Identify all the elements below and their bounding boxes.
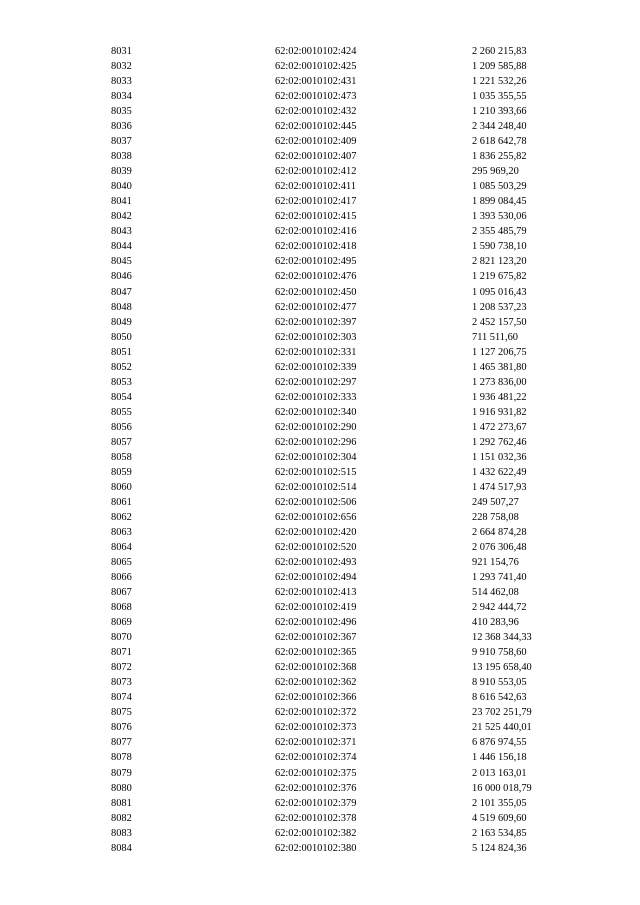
- cadastral-number: 62:02:0010102:420: [275, 527, 357, 538]
- cadastral-value: 1 151 032,36: [472, 451, 527, 463]
- cadastral-value: 1 221 532,26: [472, 76, 527, 88]
- cadastral-number: 62:02:0010102:409: [275, 136, 357, 148]
- cadastral-number: 62:02:0010102:376: [275, 782, 357, 794]
- cadastral-value: 1 916 931,82: [472, 406, 527, 418]
- row-number: 8056: [111, 421, 132, 433]
- row-number: 8068: [111, 602, 132, 614]
- cadastral-value: 2 013 163,01: [472, 767, 527, 779]
- cadastral-number: 62:02:0010102:477: [275, 301, 357, 313]
- cadastral-value: 2 101 355,05: [472, 797, 527, 809]
- cadastral-number: 62:02:0010102:397: [275, 316, 357, 328]
- row-number: 8048: [111, 301, 132, 313]
- cadastral-value: 5 124 824,36: [472, 842, 527, 854]
- table-row: [0, 435, 640, 450]
- row-number: 8037: [111, 136, 132, 148]
- cadastral-value: 1 210 393,66: [472, 106, 527, 118]
- row-number: 8063: [111, 527, 132, 538]
- table-row: [0, 149, 640, 164]
- cadastral-value: 249 507,27: [472, 496, 519, 508]
- table-row: [0, 720, 640, 735]
- cadastral-value: 8 616 542,63: [472, 692, 527, 704]
- table-row: [0, 796, 640, 811]
- row-number: 8051: [111, 346, 132, 358]
- row-number: 8082: [111, 812, 132, 824]
- cadastral-value: 295 969,20: [472, 166, 519, 178]
- row-number: 8049: [111, 316, 132, 328]
- table-row: [0, 315, 640, 330]
- cadastral-number: 62:02:0010102:411: [275, 181, 357, 193]
- cadastral-value: 1 472 273,67: [472, 421, 527, 433]
- row-number: 8076: [111, 722, 132, 734]
- cadastral-value: 2 618 642,78: [472, 136, 527, 148]
- cadastral-number: 62:02:0010102:419: [275, 602, 357, 614]
- cadastral-number: 62:02:0010102:297: [275, 376, 357, 388]
- table-row: [0, 300, 640, 315]
- cadastral-number: 62:02:0010102:368: [275, 662, 357, 674]
- row-number: 8055: [111, 406, 132, 418]
- cadastral-value: 1 393 530,06: [472, 211, 527, 223]
- table-row: [0, 224, 640, 239]
- cadastral-number: 62:02:0010102:418: [275, 241, 357, 253]
- table-row: [0, 570, 640, 585]
- table-row: [0, 510, 640, 525]
- cadastral-value: 410 283,96: [472, 617, 519, 629]
- cadastral-number: 62:02:0010102:407: [275, 151, 357, 163]
- table-row: [0, 826, 640, 841]
- table-row: [0, 104, 640, 119]
- cadastral-number: 62:02:0010102:303: [275, 331, 357, 343]
- cadastral-number: 62:02:0010102:493: [275, 557, 357, 569]
- table-row: [0, 269, 640, 284]
- cadastral-number: 62:02:0010102:450: [275, 286, 357, 298]
- row-number: 8065: [111, 557, 132, 569]
- table-row: [0, 375, 640, 390]
- cadastral-value: 1 035 355,55: [472, 91, 527, 103]
- row-number: 8041: [111, 196, 132, 208]
- row-number: 8066: [111, 572, 132, 584]
- cadastral-number: 62:02:0010102:431: [275, 76, 357, 88]
- cadastral-number: 62:02:0010102:290: [275, 421, 357, 433]
- table-row: [0, 600, 640, 615]
- row-number: 8073: [111, 677, 132, 689]
- cadastral-value: 1 209 585,88: [472, 61, 527, 73]
- cadastral-value: 1 446 156,18: [472, 752, 527, 764]
- table-row: [0, 74, 640, 89]
- cadastral-number: 62:02:0010102:340: [275, 406, 357, 418]
- cadastral-number: 62:02:0010102:296: [275, 436, 357, 448]
- cadastral-number: 62:02:0010102:412: [275, 166, 357, 178]
- cadastral-value: 1 085 503,29: [472, 181, 527, 193]
- cadastral-number: 62:02:0010102:494: [275, 572, 357, 584]
- row-number: 8044: [111, 241, 132, 253]
- cadastral-value: 13 195 658,40: [472, 662, 532, 674]
- cadastral-value: 1 936 481,22: [472, 391, 527, 403]
- cadastral-value: 2 355 485,79: [472, 226, 527, 238]
- cadastral-number: 62:02:0010102:366: [275, 692, 357, 704]
- row-number: 8045: [111, 256, 132, 268]
- row-number: 8052: [111, 361, 132, 373]
- table-row: [0, 495, 640, 510]
- cadastral-value: 1 293 741,40: [472, 572, 527, 584]
- table-row: [0, 285, 640, 300]
- table-row: [0, 585, 640, 600]
- cadastral-value: 23 702 251,79: [472, 707, 532, 719]
- row-number: 8084: [111, 842, 132, 854]
- cadastral-value: 228 758,08: [472, 511, 519, 523]
- cadastral-value: 2 452 157,50: [472, 316, 527, 328]
- cadastral-number: 62:02:0010102:333: [275, 391, 357, 403]
- table-row: [0, 239, 640, 254]
- table-row: [0, 660, 640, 675]
- row-number: 8075: [111, 707, 132, 719]
- row-number: 8070: [111, 632, 132, 644]
- table-row: [0, 179, 640, 194]
- table-row: [0, 119, 640, 134]
- table-row: [0, 781, 640, 796]
- row-number: 8067: [111, 587, 132, 599]
- row-number: 8058: [111, 451, 132, 463]
- cadastral-value: 2 344 248,40: [472, 121, 527, 133]
- cadastral-number: 62:02:0010102:362: [275, 677, 357, 689]
- row-number: 8072: [111, 662, 132, 674]
- cadastral-value: 6 876 974,55: [472, 737, 527, 749]
- row-number: 8057: [111, 436, 132, 448]
- row-number: 8074: [111, 692, 132, 704]
- cadastral-number: 62:02:0010102:382: [275, 827, 357, 839]
- cadastral-value: 2 076 306,48: [472, 542, 527, 554]
- cadastral-number: 62:02:0010102:656: [275, 511, 357, 523]
- row-number: 8036: [111, 121, 132, 133]
- row-number: 8034: [111, 91, 132, 103]
- cadastral-value: 514 462,08: [472, 587, 519, 599]
- cadastral-value: 12 368 344,33: [472, 632, 532, 644]
- table-row: [0, 630, 640, 645]
- cadastral-value: 711 511,60: [472, 331, 518, 343]
- row-number: 8078: [111, 752, 132, 764]
- row-number: 8053: [111, 376, 132, 388]
- cadastral-value: 1 465 381,80: [472, 361, 527, 373]
- row-number: 8032: [111, 61, 132, 73]
- cadastral-value: 21 525 440,01: [472, 722, 532, 734]
- row-number: 8038: [111, 151, 132, 163]
- row-number: 8077: [111, 737, 132, 749]
- row-number: 8081: [111, 797, 132, 809]
- cadastral-value: 4 519 609,60: [472, 812, 527, 824]
- table-row: [0, 254, 640, 269]
- table-row: [0, 465, 640, 480]
- cadastral-number: 62:02:0010102:515: [275, 466, 357, 478]
- table-row: [0, 390, 640, 405]
- table-row: [0, 811, 640, 826]
- row-number: 8064: [111, 542, 132, 554]
- cadastral-value: 1 836 255,82: [472, 151, 527, 163]
- cadastral-number: 62:02:0010102:380: [275, 842, 357, 854]
- table-row: [0, 841, 640, 856]
- row-number: 8043: [111, 226, 132, 238]
- cadastral-number: 62:02:0010102:417: [275, 196, 357, 208]
- table-row: [0, 330, 640, 345]
- table-row: [0, 540, 640, 555]
- table-row: [0, 360, 640, 375]
- cadastral-number: 62:02:0010102:432: [275, 106, 357, 118]
- row-number: 8083: [111, 827, 132, 839]
- cadastral-value: 2 821 123,20: [472, 256, 527, 268]
- cadastral-number: 62:02:0010102:375: [275, 767, 357, 779]
- cadastral-value: 1 590 738,10: [472, 241, 527, 253]
- table-row: [0, 345, 640, 360]
- cadastral-number: 62:02:0010102:424: [275, 46, 357, 57]
- row-number: 8033: [111, 76, 132, 88]
- cadastral-value: 2 163 534,85: [472, 827, 527, 839]
- table-row: [0, 164, 640, 179]
- table-row: [0, 735, 640, 750]
- cadastral-value: 1 095 016,43: [472, 286, 527, 298]
- row-number: 8046: [111, 271, 132, 283]
- row-number: 8031: [111, 46, 132, 57]
- row-number: 8069: [111, 617, 132, 629]
- cadastral-number: 62:02:0010102:372: [275, 707, 357, 719]
- table-row: [0, 134, 640, 149]
- cadastral-number: 62:02:0010102:425: [275, 61, 357, 73]
- cadastral-number: 62:02:0010102:331: [275, 346, 357, 358]
- table-row: [0, 89, 640, 104]
- cadastral-number: 62:02:0010102:476: [275, 271, 357, 283]
- cadastral-number: 62:02:0010102:373: [275, 722, 357, 734]
- cadastral-value: 2 942 444,72: [472, 602, 527, 614]
- cadastral-number: 62:02:0010102:365: [275, 647, 357, 659]
- cadastral-number: 62:02:0010102:415: [275, 211, 357, 223]
- cadastral-value: 1 127 206,75: [472, 346, 527, 358]
- row-number: 8080: [111, 782, 132, 794]
- table-row: [0, 705, 640, 720]
- row-number: 8050: [111, 331, 132, 343]
- cadastral-number: 62:02:0010102:506: [275, 496, 357, 508]
- row-number: 8059: [111, 466, 132, 478]
- row-number: 8061: [111, 496, 132, 508]
- cadastral-value-table: [0, 44, 640, 856]
- row-number: 8047: [111, 286, 132, 298]
- cadastral-number: 62:02:0010102:339: [275, 361, 357, 373]
- table-row: [0, 750, 640, 765]
- cadastral-value: 1 219 675,82: [472, 271, 527, 283]
- table-row: [0, 766, 640, 781]
- cadastral-number: 62:02:0010102:371: [275, 737, 357, 749]
- cadastral-value: 1 474 517,93: [472, 481, 527, 493]
- cadastral-value: 1 208 537,23: [472, 301, 527, 313]
- row-number: 8079: [111, 767, 132, 779]
- cadastral-number: 62:02:0010102:520: [275, 542, 357, 554]
- row-number: 8071: [111, 647, 132, 659]
- cadastral-value: 1 273 836,00: [472, 376, 527, 388]
- table-row: [0, 420, 640, 435]
- table-row: [0, 675, 640, 690]
- cadastral-number: 62:02:0010102:304: [275, 451, 357, 463]
- cadastral-number: 62:02:0010102:445: [275, 121, 357, 133]
- cadastral-value: 1 432 622,49: [472, 466, 527, 478]
- table-row: [0, 645, 640, 660]
- table-row: [0, 690, 640, 705]
- cadastral-number: 62:02:0010102:495: [275, 256, 357, 268]
- table-row: [0, 450, 640, 465]
- table-row: [0, 615, 640, 630]
- row-number: 8040: [111, 181, 132, 193]
- cadastral-value: 921 154,76: [472, 557, 519, 569]
- cadastral-number: 62:02:0010102:473: [275, 91, 357, 103]
- cadastral-value: 9 910 758,60: [472, 647, 527, 659]
- row-number: 8060: [111, 481, 132, 493]
- cadastral-value: 1 899 084,45: [472, 196, 527, 208]
- cadastral-number: 62:02:0010102:378: [275, 812, 357, 824]
- cadastral-number: 62:02:0010102:496: [275, 617, 357, 629]
- cadastral-value: 8 910 553,05: [472, 677, 527, 689]
- cadastral-value: 2 664 874,28: [472, 527, 527, 538]
- row-number: 8054: [111, 391, 132, 403]
- row-number: 8062: [111, 511, 132, 523]
- row-number: 8042: [111, 211, 132, 223]
- cadastral-value: 16 000 018,79: [472, 782, 532, 794]
- table-row: [0, 59, 640, 74]
- table-row: [0, 555, 640, 570]
- table-row: [0, 209, 640, 224]
- table-row: [0, 525, 640, 540]
- row-number: 8039: [111, 166, 132, 178]
- cadastral-number: 62:02:0010102:374: [275, 752, 357, 764]
- table-row: [0, 44, 640, 59]
- cadastral-number: 62:02:0010102:379: [275, 797, 357, 809]
- cadastral-number: 62:02:0010102:367: [275, 632, 357, 644]
- cadastral-value: 1 292 762,46: [472, 436, 527, 448]
- row-number: 8035: [111, 106, 132, 118]
- cadastral-number: 62:02:0010102:413: [275, 587, 357, 599]
- cadastral-number: 62:02:0010102:514: [275, 481, 357, 493]
- cadastral-value: 2 260 215,83: [472, 46, 527, 57]
- table-row: [0, 194, 640, 209]
- table-row: [0, 405, 640, 420]
- table-row: [0, 480, 640, 495]
- cadastral-number: 62:02:0010102:416: [275, 226, 357, 238]
